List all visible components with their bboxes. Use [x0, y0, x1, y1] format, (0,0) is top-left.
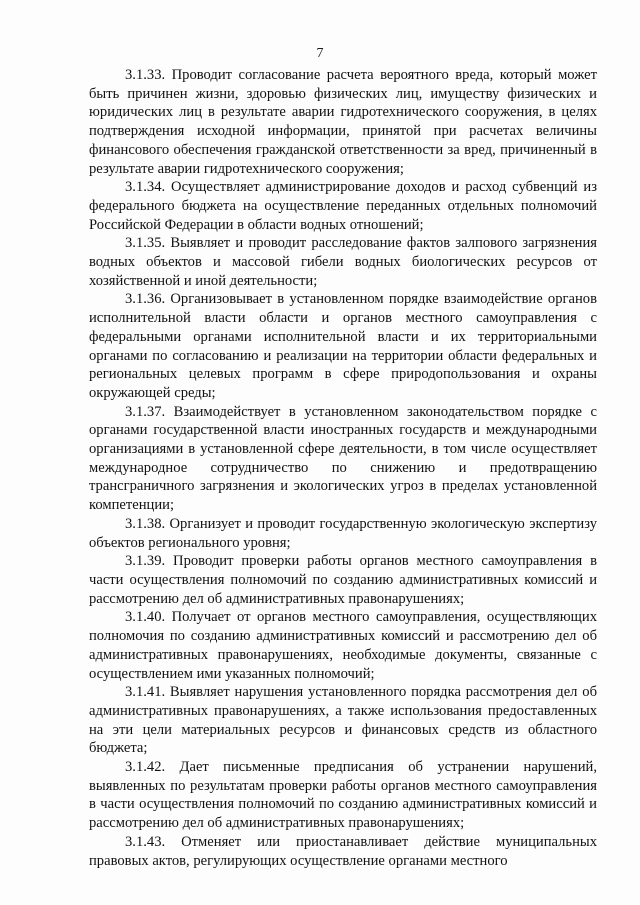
page-number: 7 — [316, 46, 324, 61]
paragraph-3-1-40: 3.1.40. Получает от органов местного самоуправления, осуществляющих полномочия по созданию административных комиссий и рассмотрению дел об административных правонарушениях, необходимые документы, связанные с осуществлением ими указанных полномочий; — [89, 609, 597, 682]
paragraph-3-1-34: 3.1.34. Осуществляет администрирование доходов и расход субвенций из федерального бюджета на осуществление переданных отдельных полномочий Российской Федерации в области водных отношений; — [89, 179, 597, 233]
paragraph-3-1-42: 3.1.42. Дает письменные предписания об устранении нарушений, выявленных по результатам проверки работы органов местного самоуправления в части осуществления полномочий по созданию административных комиссий и рассмотрению дел об административных правонарушениях; — [89, 759, 597, 832]
paragraph-3-1-33: 3.1.33. Проводит согласование расчета вероятного вреда, который может быть причинен жизни, здоровью физических лиц, имуществу физических и юридических лиц в результате аварии гидротехнического сооружения, в целях подтверждения исходной информации, принятой при расчетах величины финансового обеспечения гражданской ответственности за вред, причиненный в результате аварии гидротехнического сооружения; — [89, 67, 597, 177]
paragraph-3-1-41: 3.1.41. Выявляет нарушения установленного порядка рассмотрения дел об административных правонарушениях, а также использования предоставленных на эти цели материальных ресурсов и финансовых средств из областного бюджета; — [89, 684, 597, 757]
paragraph-3-1-38: 3.1.38. Организует и проводит государственную экологическую экспертизу объектов регионального уровня; — [89, 515, 597, 551]
paragraph-3-1-35: 3.1.35. Выявляет и проводит расследование фактов залпового загрязнения водных объектов и массовой гибели водных биологических ресурсов от хозяйственной и иной деятельности; — [89, 235, 597, 289]
document-body — [89, 66, 597, 870]
paragraph-3-1-36: 3.1.36. Организовывает в установленном порядке взаимодействие органов исполнительной власти области и органов местного самоуправления с федеральными органами исполнительной власти и их территориальными органами по согласованию и реализации на территории области федеральных и региональных целевых программ в сфере природопользования и охраны окружающей среды; — [89, 291, 597, 401]
paragraph-3-1-39: 3.1.39. Проводит проверки работы органов местного самоуправления в части осуществления полномочий по созданию административных комиссий и рассмотрению дел об административных правонарушениях; — [89, 553, 597, 607]
paragraph-3-1-37: 3.1.37. Взаимодействует в установленном законодательством порядке с органами государственной власти иностранных государств и международными организациями в установленной сфере деятельности, в том числе осуществляет международное сотрудничество по снижению и предотвращению трансграничного загрязнения и экологических угроз в пределах установленной компетенции; — [89, 403, 597, 514]
paragraph-3-1-43: 3.1.43. Отменяет или приостанавливает действие муниципальных правовых актов, регулирующих осуществление органами местного — [89, 833, 597, 869]
